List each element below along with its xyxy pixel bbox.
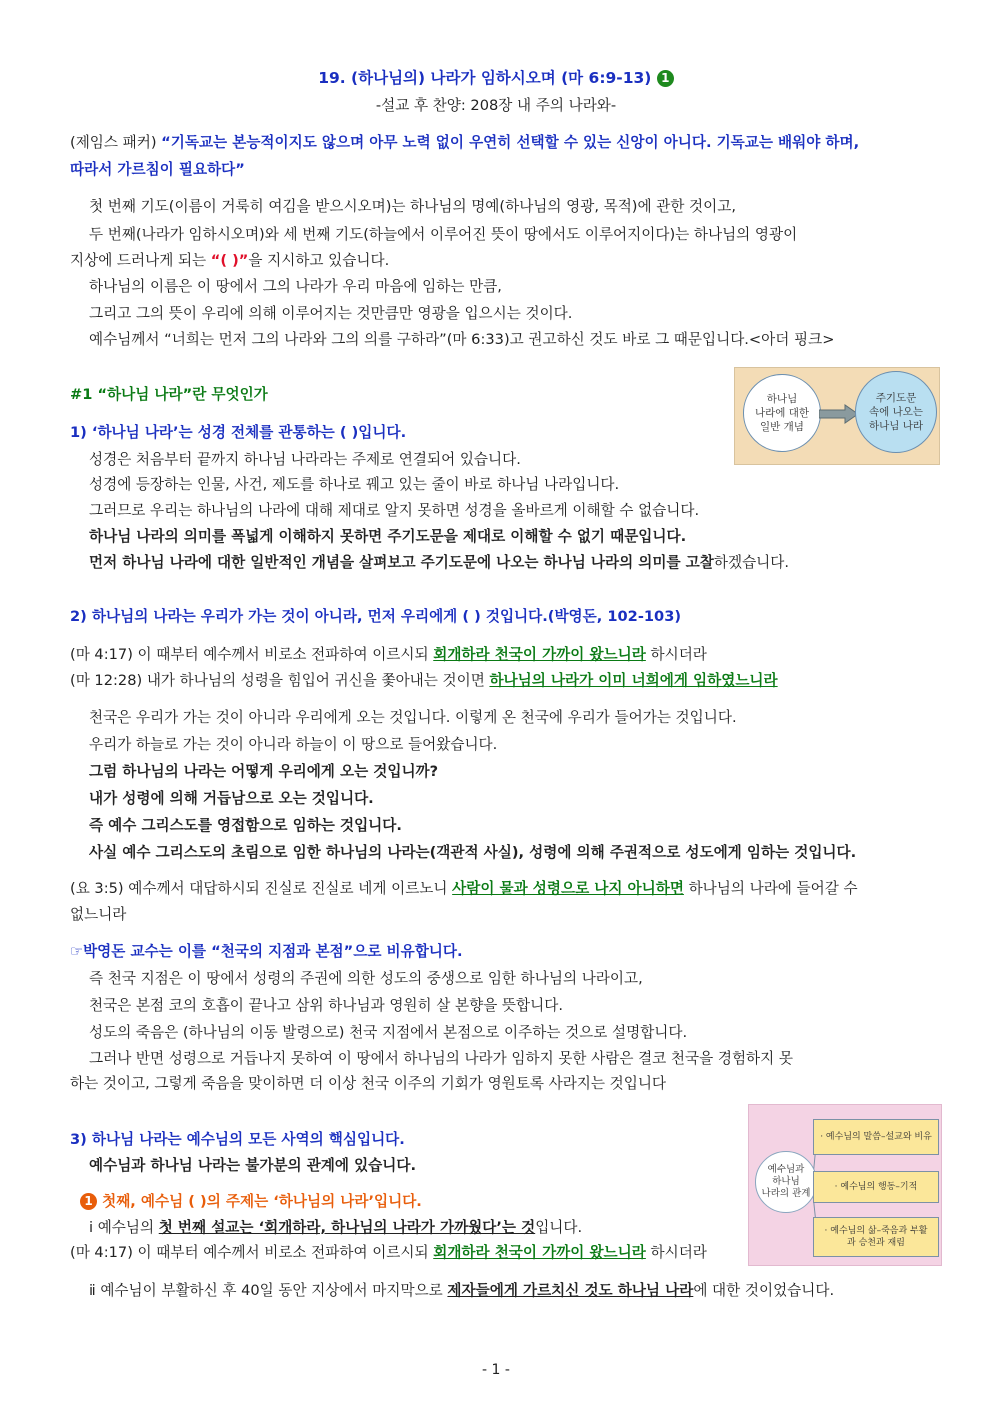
intro-line: 하나님의 이름은 이 땅에서 그의 나라가 우리 마음에 임하는 만큼, xyxy=(89,278,502,295)
body-line-bold: 즉 예수 그리스도를 영접함으로 임하는 것입니다. xyxy=(89,817,402,834)
right-arrow-icon xyxy=(819,404,859,424)
verse-line: (마 4:17) 이 때부터 예수께서 비로소 전파하여 이르시되 회개하라 천국이 가까이 왔느니라 하시더라 xyxy=(70,1244,707,1261)
circled-number-marker: 1 xyxy=(657,70,674,87)
section-heading: #1 “하나님 나라”란 무엇인가 xyxy=(70,386,268,403)
body-line: 성경에 등장하는 인물, 사건, 제도를 하나로 꿰고 있는 줄이 바로 하나님 나라입니다. xyxy=(89,476,620,493)
body-line-bold: 예수님과 하나님 나라는 불가분의 관계에 있습니다. xyxy=(89,1157,416,1174)
body-line: 하는 것이고, 그렇게 죽음을 맞이하면 더 이상 천국 이주의 기회가 영원토록 사라지는 것입니다 xyxy=(70,1075,667,1092)
fill-in-blank: “( )” xyxy=(210,252,249,269)
circled-number-marker: 1 xyxy=(80,1193,97,1210)
intro-line: 두 번째(나라가 임하시오며)와 세 번째 기도(하늘에서 이루어진 뜻이 땅에서도 이루어지이다)는 하나님의 영광이 xyxy=(89,226,798,243)
body-line: ⅰ 예수님의 첫 번째 설교는 ‘회개하라, 하나님의 나라가 가까웠다’는 것입니다. xyxy=(89,1219,583,1236)
words-box: · 예수님의 말씀–설교와 비유 xyxy=(813,1119,939,1155)
sub-heading: 1 첫째, 예수님 ( )의 주제는 ‘하나님의 나라’입니다. xyxy=(80,1192,422,1212)
body-line: 우리가 하늘로 가는 것이 아니라 하늘이 이 땅으로 들어왔습니다. xyxy=(89,736,498,753)
body-line: 그러므로 우리는 하나님의 나라에 대해 제대로 알지 못하면 성경을 올바르게 이해할 수 없습니다. xyxy=(89,502,700,519)
point-heading: 2) 하나님의 나라는 우리가 가는 것이 아니라, 먼저 우리에게 ( ) 것입니다.(박영돈, 102-103) xyxy=(70,608,682,625)
body-line: 그러나 반면 성령으로 거듭나지 못하여 이 땅에서 하나님의 나라가 임하지 못한 사람은 결코 천국을 경험하지 못 xyxy=(89,1050,793,1067)
point-heading: 1) ‘하나님 나라’는 성경 전체를 관통하는 ( )입니다. xyxy=(70,424,407,441)
verse-line: (마 12:28) 내가 하나님의 성령을 힘입어 귀신을 쫓아내는 것이면 하나님의 나라가 이미 너희에게 임하였느니라 xyxy=(70,672,778,689)
page-subtitle: -설교 후 찬양: 208장 내 주의 나라와- xyxy=(375,97,617,114)
verse-line: (요 3:5) 예수께서 대답하시되 진실로 진실로 네게 이르노니 사람이 물과 성령으로 나지 아니하면 하나님의 나라에 들어갈 수 xyxy=(70,880,858,897)
body-line-bold: 하나님 나라의 의미를 폭넓게 이해하지 못하면 주기도문을 제대로 이해할 수 없기 때문입니다. xyxy=(89,528,687,545)
body-line-bold: 내가 성령에 의해 거듭남으로 오는 것입니다. xyxy=(89,790,374,807)
body-line: 천국은 우리가 가는 것이 아니라 우리에게 오는 것입니다. 이렇게 온 천국에 우리가 들어가는 것입니다. xyxy=(89,709,737,726)
quote-author: (제임스 패커) xyxy=(70,134,157,151)
lords-prayer-kingdom-circle: 주기도문 속에 나오는 하나님 나라 xyxy=(855,371,937,453)
quote-text: “기독교는 본능적이지도 않으며 아무 노력 없이 우연히 선택할 수 있는 신앙이 아니다. 기독교는 배워야 하며, xyxy=(161,134,860,151)
quote-line-2: 따라서 가르침이 필요하다” xyxy=(70,161,245,178)
jesus-kingdom-relation-diagram xyxy=(748,1104,942,1266)
body-line: 천국은 본점 코의 호흡이 끝나고 삼위 하나님과 영원히 살 본향을 뜻합니다. xyxy=(89,997,563,1014)
page-number: - 1 - xyxy=(482,1362,510,1378)
body-line: 성경은 처음부터 끝까지 하나님 나라라는 주제로 연결되어 있습니다. xyxy=(89,451,521,468)
note-heading: ☞박영돈 교수는 이를 “천국의 지점과 본점”으로 비유합니다. xyxy=(70,943,463,960)
general-concept-circle: 하나님 나라에 대한 일반 개념 xyxy=(743,374,821,452)
intro-line: 예수님께서 “너희는 먼저 그의 나라와 그의 의를 구하라”(마 6:33)고 권고하신 것도 바로 그 때문입니다.<아더 핑크> xyxy=(89,331,835,348)
kingdom-concept-diagram xyxy=(734,367,940,465)
body-line: ⅱ 예수님이 부활하신 후 40일 동안 지상에서 마지막으로 제자들에게 가르치신 것도 하나님 나라에 대한 것이었습니다. xyxy=(89,1282,835,1299)
body-line-bold: 사실 예수 그리스도의 초림으로 임한 하나님의 나라는(객관적 사실), 성령에 의해 주권적으로 성도에게 임하는 것입니다. xyxy=(89,844,857,861)
point-heading: 3) 하나님 나라는 예수님의 모든 사역의 핵심입니다. xyxy=(70,1131,405,1148)
verse-line: (마 4:17) 이 때부터 예수께서 비로소 전파하여 이르시되 회개하라 천국이 가까이 왔느니라 하시더라 xyxy=(70,646,707,663)
body-line: 즉 천국 지점은 이 땅에서 성령의 주권에 의한 성도의 중생으로 임한 하나님의 나라이고, xyxy=(89,970,643,987)
intro-line: 그리고 그의 뜻이 우리에 의해 이루어지는 것만큼만 영광을 입으시는 것이다. xyxy=(89,305,573,322)
body-line: 먼저 하나님 나라에 대한 일반적인 개념을 살펴보고 주기도문에 나오는 하나님 나라의 의미를 고찰하겠습니다. xyxy=(89,554,790,571)
quote-line-1 xyxy=(70,133,859,153)
life-box: · 예수님의 삶–죽음과 부활 과 승천과 재림 xyxy=(813,1217,939,1257)
actions-box: · 예수님의 행동–기적 xyxy=(813,1171,939,1203)
body-line-bold: 그럼 하나님의 나라는 어떻게 우리에게 오는 것입니까? xyxy=(89,763,439,780)
intro-line: 지상에 드러나게 되는 “( )”을 지시하고 있습니다. xyxy=(70,252,390,269)
page-title: 19. (하나님의) 나라가 임하시오며 (마 6:9-13) 1 xyxy=(0,68,992,88)
verse-line: 없느니라 xyxy=(70,906,127,923)
body-line: 성도의 죽음은 (하나님의 이동 발령으로) 천국 지점에서 본점으로 이주하는 것으로 설명합니다. xyxy=(89,1024,688,1041)
intro-line: 첫 번째 기도(이름이 거룩히 여김을 받으시오며)는 하나님의 명예(하나님의 영광, 목적)에 관한 것이고, xyxy=(89,198,736,215)
relation-center-circle: 예수님과 하나님 나라의 관계 xyxy=(755,1151,817,1213)
